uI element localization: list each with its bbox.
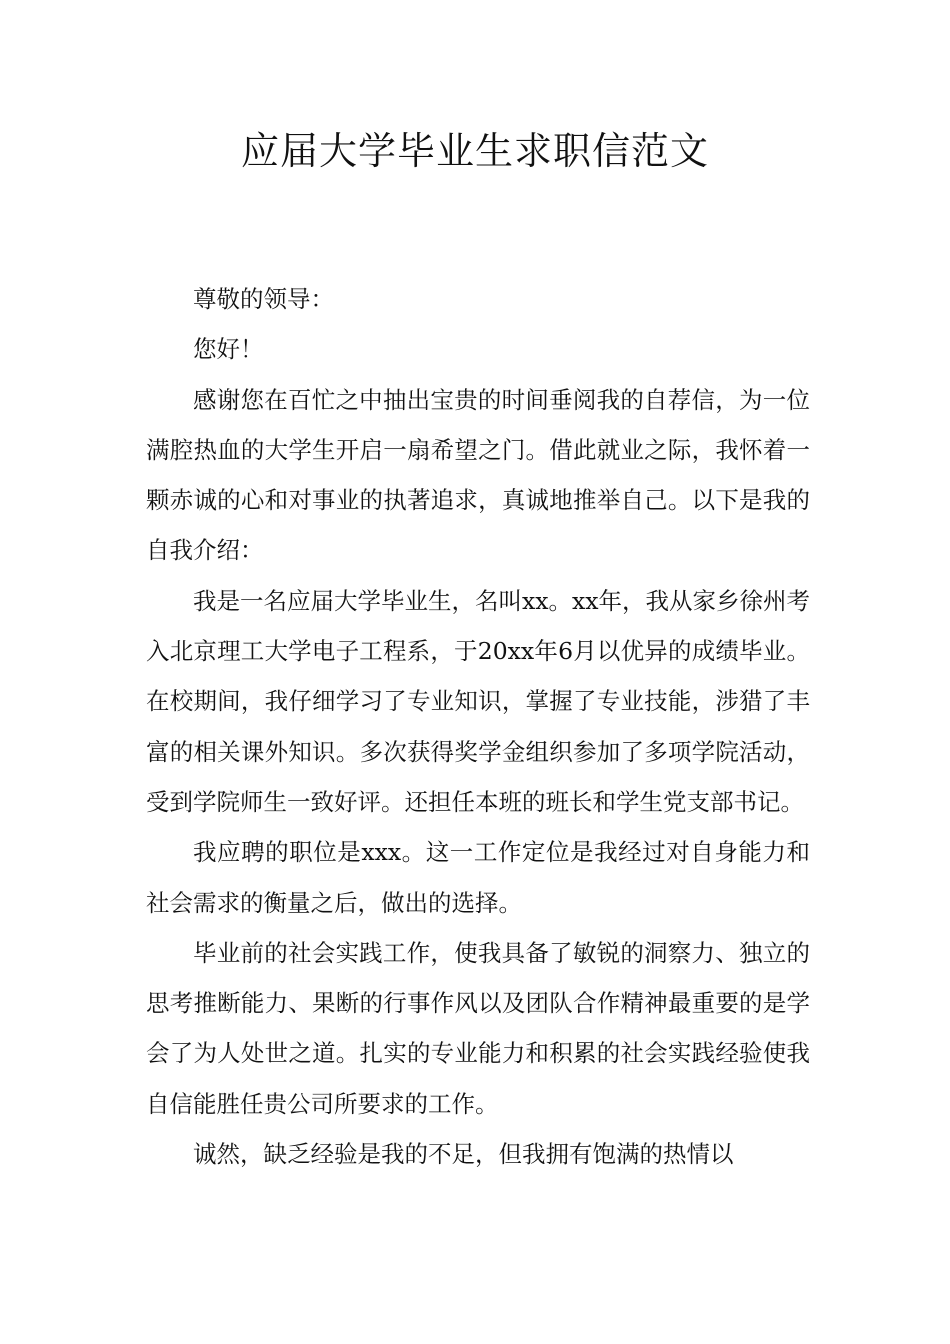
paragraph-intro: 感谢您在百忙之中抽出宝贵的时间垂阅我的自荐信，为一位满腔热血的大学生开启一扇希望之门。借此就业之际，我怀着一颗赤诚的心和对事业的执著追求，真诚地推举自己。以下是我的自我介绍： bbox=[146, 385, 810, 565]
salutation: 尊敬的领导： bbox=[193, 285, 334, 313]
letter-body bbox=[146, 274, 810, 1179]
paragraph-background: 我是一名应届大学毕业生，名叫xx。xx年，我从家乡徐州考入北京理工大学电子工程系，于20xx年6月以优异的成绩毕业。在校期间，我仔细学习了专业知识，掌握了专业技能，涉猎了丰富的相关课外知识。多次获得奖学金组织参加了多项学院活动，受到学院师生一致好评。还担任本班的班长和学生党支部书记。 bbox=[146, 586, 811, 816]
paragraph-position: 我应聘的职位是xxx。这一工作定位是我经过对自身能力和社会需求的衡量之后，做出的选择。 bbox=[146, 838, 810, 917]
paragraph-experience: 毕业前的社会实践工作，使我具备了敏锐的洞察力、独立的思考推断能力、果断的行事作风以及团队合作精神最重要的是学会了为人处世之道。扎实的专业能力和积累的社会实践经验使我自信能胜任贵公司所要求的工作。 bbox=[146, 938, 810, 1118]
document-title: 应届大学毕业生求职信范文 bbox=[240, 129, 709, 173]
greeting: 您好！ bbox=[193, 335, 264, 364]
paragraph-closing-start: 诚然，缺乏经验是我的不足，但我拥有饱满的热情以 bbox=[193, 1140, 734, 1169]
